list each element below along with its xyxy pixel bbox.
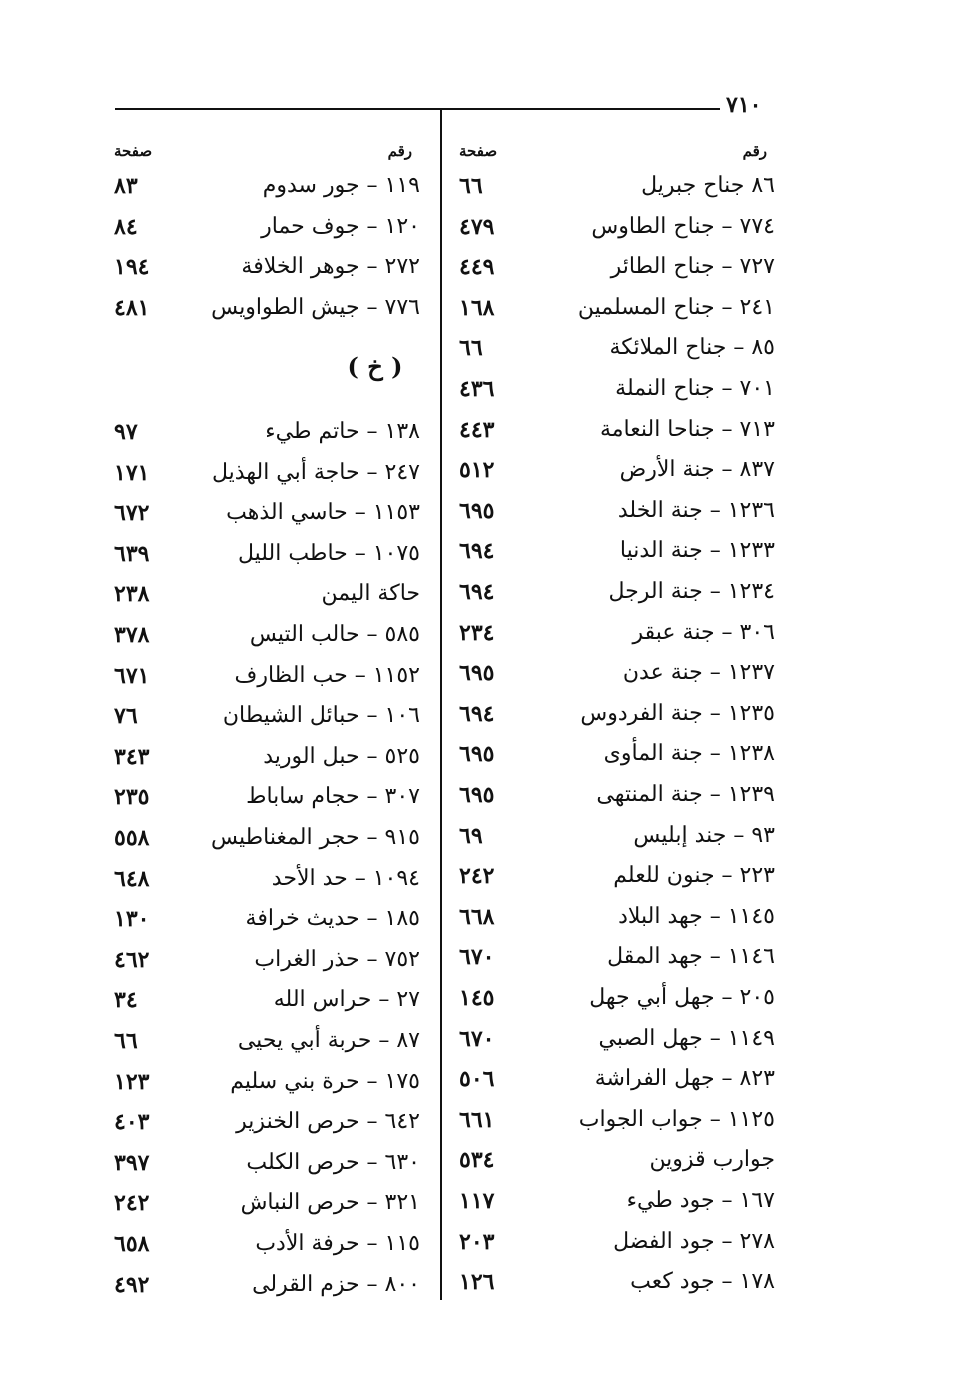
index-entry-row [110,168,420,204]
index-entry-row [110,1185,420,1221]
index-entry: ٨٢٣ – جهل الفراشة [594,1066,775,1092]
index-entry-row [110,617,420,653]
index-page-number: ٤٠٣ [114,1109,150,1136]
index-entry: ٢٧٢ – جوهر الخلافة [241,254,420,280]
index-page-number: ٧٦ [114,703,138,730]
index-entry-row [455,1102,775,1138]
index-entry: ١٢٣٨ – جنة المأوى [603,741,775,767]
index-entry: ١١٤٥ – جهد البلاد [618,903,775,929]
index-entry-row [455,1021,775,1057]
index-entry-row [110,1064,420,1100]
index-entry-row [455,290,775,326]
section-heading: ( خ ) [347,352,403,381]
index-entry-row [110,536,420,572]
index-page-number: ٦٦١ [459,1106,495,1133]
index-page-number: ٦٩٥ [459,741,495,768]
index-page-number: ٢٣٥ [114,784,150,811]
number-header: رقم [387,142,412,160]
index-page-number: ١١٧ [459,1188,495,1214]
index-page-number: ٦٤٨ [114,865,150,892]
index-entry: حاكة اليمن [321,581,420,607]
index-entry: ١٣٨ – حاتم طيء [265,419,420,444]
index-page-number: ٢٠٣ [459,1228,495,1255]
index-entry: ١٧٨ – جود كعب [630,1269,775,1295]
index-entry: ٢٤٧ – حاجة أبي الهذيل [212,459,420,485]
index-entry: ٧٢٧ – جناح الطائر [610,254,775,280]
right-column-header [455,142,775,166]
index-page-number: ٢٣٤ [459,619,495,646]
index-entry: ١٢٣٦ – جنة الخلد [617,497,775,523]
index-page-number: ٦٧١ [114,662,150,689]
index-entry-row [110,820,420,856]
index-page-number: ٦٦ [459,173,483,199]
index-entry-row [455,168,775,204]
index-entry-row [110,982,420,1018]
index-entry: ١٢٣٣ – جنة الدنيا [619,538,775,564]
index-entry: ٨٧ – حربة أبي يحيى [237,1028,420,1053]
index-entry-row [455,736,775,772]
index-entry: ٨٦ جناح جبريل [641,173,775,198]
index-page-number: ٦٧٠ [459,1025,495,1052]
index-entry: ٢٤١ – جناح المسلمين [577,294,775,320]
index-page-number: ١٧١ [114,459,150,486]
index-entry-row [110,658,420,694]
index-entry-row [110,1145,420,1181]
index-page-number: ١٤٥ [459,985,495,1011]
index-page-number: ٦٩٤ [459,700,495,727]
index-page-number: ٤٣٦ [459,376,495,402]
index-entry-row [455,696,775,732]
index-entry: ١٠٦ – حبائل الشيطان [222,703,420,729]
index-entry-row [455,1264,775,1300]
index-page-number: ٤٤٩ [459,254,495,281]
index-entry: ٧٥٢ – حذر الغراب [254,946,420,972]
index-entry: ٣٠٧ – حجام ساباط [246,784,420,810]
page-header: صفحة [459,142,498,160]
index-entry-row [455,818,775,854]
index-entry: ٧٧٦ – جيش الطواويس [211,294,420,320]
index-entry: ٩٣ – جند إبليس [633,822,775,848]
index-page-number: ٦٩٥ [459,782,495,808]
top-rule [115,108,720,110]
index-entry: ٢٢٣ – جنون للعلم [613,863,775,889]
index-page-number: ١٩٤ [114,254,150,281]
left-column-header [110,142,420,166]
index-entry-row [455,655,775,691]
index-entry-row [455,939,775,975]
index-page-number: ٣٤٣ [114,743,150,770]
index-entry: ١٠٩٤ – حد الأحد [271,865,420,891]
index-entry-row [455,209,775,245]
index-entry-row [110,861,420,897]
index-page-number: ١٢٣ [114,1068,150,1095]
index-entry: ٢٧٨ – جود الفضل [613,1228,775,1254]
index-page-number: ٣٤ [114,987,138,1014]
index-entry: ٣٢١ – حرص النباش [240,1190,420,1216]
index-entry-row [110,1226,420,1262]
index-entry: ٥٢٥ – حبل الوريد [263,743,420,769]
index-entry: ٣٠٦ – جنة عبقر [632,619,775,645]
index-entry-row [455,533,775,569]
index-entry-row [110,209,420,245]
index-entry-row [455,371,775,407]
index-entry-row [110,495,420,531]
page-header: صفحة [114,142,153,160]
index-page-number: ٤٩٢ [114,1271,150,1298]
index-page-number: ٤٨١ [114,294,150,321]
index-page-number: ٣٩٧ [114,1149,150,1176]
index-entry-row [455,858,775,894]
index-entry: ٦٣٠ – حرص الكلب [246,1149,420,1175]
index-page-number: ٦٧٠ [459,944,495,971]
index-entry: ١١٤٦ – جهد المقل [607,944,775,970]
index-entry: ١١٥٢ – حب الظارف [234,662,420,688]
index-entry: ٩١٥ – حجر المغناطيس [210,825,420,850]
index-entry-row [110,739,420,775]
index-entry: ١١٤٩ – جهل الصبي [598,1025,775,1051]
index-entry-row [110,290,420,326]
column-divider [440,110,442,1300]
index-entry-row [455,1224,775,1260]
index-entry: ٢٧ – حراس الله [273,987,420,1013]
index-entry: ١١٥٣ – حاسي الذهب [226,500,420,526]
index-entry: ٨٠٠ – حزم القرلى [252,1271,420,1297]
index-entry-row [110,779,420,815]
index-entry: ١٢٣٩ – جنة المنتهى [596,782,775,807]
index-page-number: ١٣٠ [114,906,150,933]
index-page-number: ٦٩ [459,822,483,849]
index-entry-row [455,574,775,610]
index-entry: ١٦٧ – جود طيء [626,1188,775,1213]
index-entry: ٢٠٥ – جهل أبي جهل [589,985,775,1010]
index-page-number: ٦٧٢ [114,500,150,527]
index-entry: ١١٩ – جور سدوم [262,173,420,198]
index-page-number: ٣٧٨ [114,622,150,648]
index-entry-row [455,777,775,813]
index-page-number: ٦٩٤ [459,538,495,565]
index-page-number: ٥٥٨ [114,825,150,851]
index-page-number: ١٢٦ [459,1269,495,1296]
index-entry: ٧٧٤ – جناح الطاوس [591,213,775,239]
index-entry: ١٨٥ – حديث خرافة [245,906,420,932]
index-entry: ٧١٣ – جناحا النعامة [599,416,775,442]
index-page-number: ٦٥٨ [114,1231,150,1257]
index-page-number: ١٦٨ [459,294,495,321]
index-page-number: ٤٦٢ [114,946,150,973]
index-page-number: ٢٤٢ [114,1190,150,1217]
index-entry-row [110,1023,420,1059]
index-entry: ١٠٧٥ – حاطب الليل [237,540,420,566]
index-entry: ١٧٥ – حرة بني سليم [230,1068,420,1094]
index-entry: ٧٠١ – جناح النملة [615,376,775,401]
index-entry: ١١٥ – حرفة الأدب [255,1231,420,1256]
index-entry: جوارب قزوين [649,1147,775,1173]
index-entry-row [455,493,775,529]
index-page-number: ٦٦٨ [459,903,495,930]
index-entry-row [455,1061,775,1097]
index-entry-row [455,1183,775,1219]
index-page-number: ٥٣٤ [459,1147,495,1174]
index-page-number: ٦٩٥ [459,660,495,687]
index-page-number: ٨٤ [114,213,138,240]
index-page-number: ٩٧ [114,419,138,445]
index-entry-row [455,899,775,935]
index-entry-row [455,330,775,366]
index-entry-row [110,414,420,450]
number-header: رقم [742,142,767,160]
index-page-number: ٥٠٦ [459,1066,495,1093]
index-entry-row [110,455,420,491]
index-entry: ١٢٣٤ – جنة الرجل [608,579,775,604]
index-page-number: ٤٤٣ [459,416,495,443]
index-page-number: ٢٤٢ [459,863,495,890]
index-entry-row [455,615,775,651]
index-page-number: ٦٦ [114,1028,138,1054]
index-entry-row [110,1104,420,1140]
index-entry: ٨٣٧ – جنة الأرض [619,457,775,483]
index-entry-row [110,901,420,937]
index-page-number: ٥١٢ [459,457,495,484]
index-entry-row [455,980,775,1016]
index-page-number: ٨٣ [114,173,138,199]
index-entry: ٨٥ – جناح الملائكة [609,335,775,361]
index-entry-row [455,249,775,285]
index-entry-row [110,1267,420,1303]
index-page-number: ٤٧٩ [459,213,495,240]
index-entry: ١٢٣٥ – جنة الفردوس [580,700,775,726]
index-page-number: ٦٩٥ [459,497,495,524]
index-entry-row [110,698,420,734]
index-page-number: ٦٩٤ [459,579,495,605]
index-entry-row [110,249,420,285]
index-entry: ٥٨٥ – حالب التيس [249,622,420,647]
page-number: ٧١٠ [726,92,762,118]
index-page-number: ٦٦ [459,335,483,362]
index-entry: ١٢٣٧ – جنة عدن [622,660,775,686]
index-entry: ١٢٠ – جوف حمار [261,213,420,239]
index-entry-row [110,576,420,612]
index-entry-row [110,942,420,978]
index-entry-row [455,412,775,448]
index-entry: ٦٤٢ – حرص الخنزير [236,1109,420,1135]
index-page-number: ٢٣٨ [114,581,150,608]
index-entry-row [455,452,775,488]
index-entry-row [455,1142,775,1178]
index-entry: ١١٢٥ – جواب الجواب [578,1106,775,1132]
index-page-number: ٦٣٩ [114,540,150,567]
